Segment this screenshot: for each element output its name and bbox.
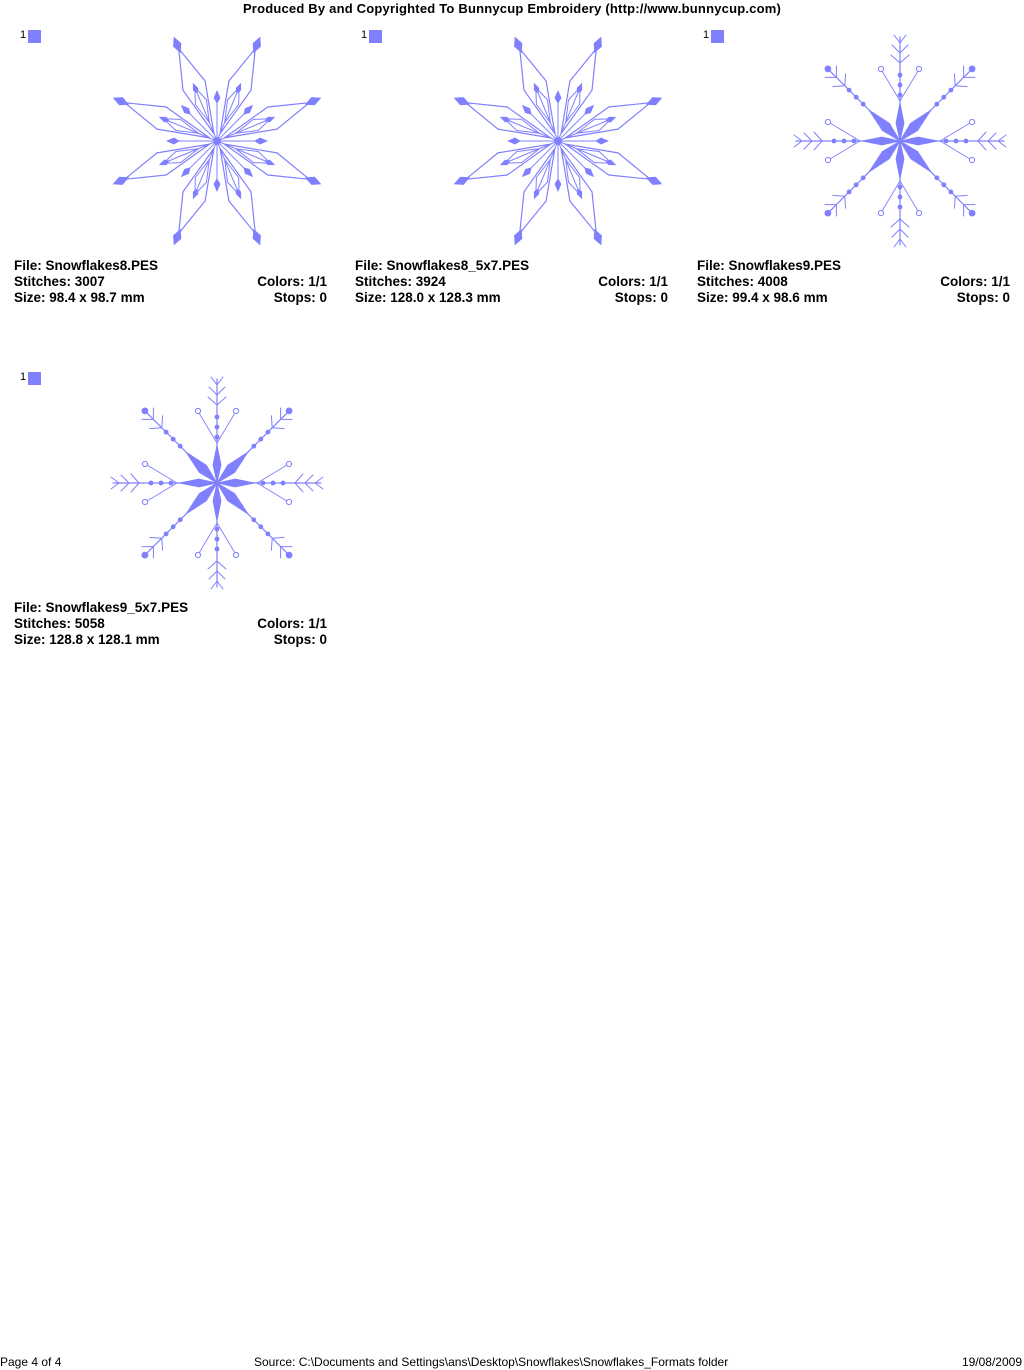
stitch-count: Stitches: 5058 (14, 616, 105, 631)
color-index-label: 1 (361, 29, 368, 41)
snowflake-dendrite-icon (787, 28, 1013, 254)
design-card (355, 28, 671, 318)
snowflake-8-point-icon (445, 28, 671, 254)
design-info (14, 600, 327, 648)
color-count: Colors: 1/1 (257, 616, 327, 631)
design-card (14, 370, 330, 660)
design-size: Size: 128.0 x 128.3 mm (355, 290, 501, 305)
stitch-count: Stitches: 3924 (355, 274, 446, 289)
design-card (14, 28, 330, 318)
design-size: Size: 98.4 x 98.7 mm (14, 290, 145, 305)
file-name: File: Snowflakes9.PES (697, 258, 842, 273)
stop-count: Stops: 0 (614, 290, 668, 305)
design-card (697, 28, 1013, 318)
design-size: Size: 128.8 x 128.1 mm (14, 632, 160, 647)
color-count: Colors: 1/1 (940, 274, 1010, 289)
page-number: Page 4 of 4 (0, 1355, 62, 1369)
color-swatch (28, 30, 41, 43)
color-index-label: 1 (703, 29, 710, 41)
color-count: Colors: 1/1 (598, 274, 668, 289)
design-size: Size: 99.4 x 98.6 mm (697, 290, 828, 305)
file-name: File: Snowflakes8_5x7.PES (355, 258, 530, 273)
stop-count: Stops: 0 (956, 290, 1010, 305)
design-info (14, 258, 327, 306)
file-name: File: Snowflakes8.PES (14, 258, 159, 273)
stitch-count: Stitches: 3007 (14, 274, 105, 289)
color-swatch (711, 30, 724, 43)
color-swatch (369, 30, 382, 43)
design-info (355, 258, 668, 306)
page-header-title: Produced By and Copyrighted To Bunnycup Embroidery (http://www.bunnycup.com) (242, 1, 782, 16)
color-swatch (28, 372, 41, 385)
color-index-label: 1 (20, 29, 27, 41)
source-path: Source: C:\Documents and Settings\ans\Desktop\Snowflakes\Snowflakes_Formats folder (254, 1355, 729, 1369)
snowflake-8-point-icon (104, 28, 330, 254)
stitch-count: Stitches: 4008 (697, 274, 788, 289)
stop-count: Stops: 0 (273, 632, 327, 647)
design-info (697, 258, 1010, 306)
file-name: File: Snowflakes9_5x7.PES (14, 600, 189, 615)
stop-count: Stops: 0 (273, 290, 327, 305)
color-index-label: 1 (20, 371, 27, 383)
snowflake-dendrite-icon (104, 370, 330, 596)
color-count: Colors: 1/1 (257, 274, 327, 289)
print-date: 19/08/2009 (961, 1355, 1022, 1369)
